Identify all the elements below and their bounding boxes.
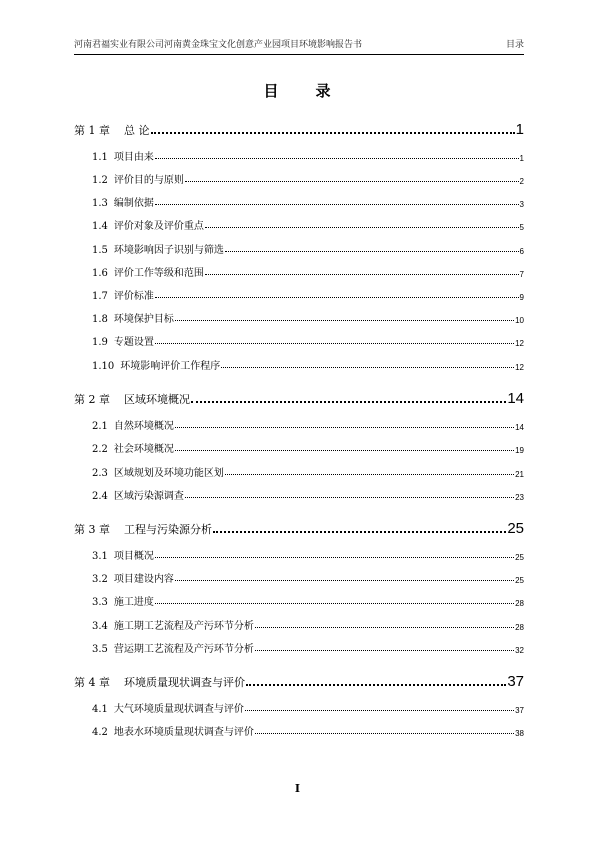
toc-section-entry[interactable]	[74, 333, 524, 348]
toc-entry-label: 编制依据	[113, 198, 154, 209]
toc-dot-leader	[225, 251, 519, 252]
toc-entry-label: 自然环境概况	[113, 421, 174, 432]
toc-entry-label: 环境影响评价工作程序	[120, 361, 221, 372]
toc-entry-number: 3.2	[92, 574, 108, 585]
toc-entry-label: 施工期工艺流程及产污环节分析	[113, 621, 254, 632]
toc-chapter-entry[interactable]	[74, 672, 524, 690]
toc-entry-number: 3.3	[92, 597, 108, 608]
toc-entry-number: 1.9	[92, 337, 108, 348]
page-header	[74, 38, 524, 55]
toc-entry-label: 评价目的与原则	[113, 175, 184, 186]
toc-entry-label: 大气环境质量现状调查与评价	[113, 704, 244, 715]
toc-entry-page: 9	[519, 293, 524, 302]
toc-entry-label: 区域环境概况	[124, 393, 190, 406]
toc-entry-number: 3.4	[92, 621, 108, 632]
toc-section-entry[interactable]	[74, 640, 524, 655]
header-section-name: 目录	[505, 40, 524, 50]
toc-entry-number: 2.1	[92, 421, 108, 432]
toc-entry-number: 3.1	[92, 551, 108, 562]
toc-chapter-entry[interactable]	[74, 389, 524, 407]
toc-entry-number: 1.5	[92, 245, 108, 256]
toc-entry-page: 12	[515, 363, 524, 372]
toc-entry-label: 营运期工艺流程及产污环节分析	[113, 644, 254, 655]
toc-dot-leader	[175, 427, 514, 428]
toc-dot-leader	[155, 343, 514, 344]
toc-entry-page: 3	[519, 200, 524, 209]
toc-entry-label: 地表水环境质量现状调查与评价	[113, 727, 254, 738]
toc-section-entry[interactable]	[74, 148, 524, 163]
toc-dot-leader	[155, 158, 519, 159]
toc-entry-page: 25	[515, 553, 524, 562]
toc-section-entry[interactable]	[74, 357, 524, 372]
toc-entry-page: 10	[515, 316, 524, 325]
toc-entry-label: 施工进度	[113, 597, 154, 608]
toc-entry-page: 25	[507, 520, 524, 537]
toc-chapter-entry[interactable]	[74, 120, 524, 138]
toc-entry-label: 环境质量现状调查与评价	[124, 676, 245, 689]
toc-chapter-entry[interactable]	[74, 519, 524, 537]
toc-dot-leader	[205, 274, 519, 275]
toc-dot-leader	[191, 401, 506, 403]
toc-dot-leader	[221, 367, 514, 368]
toc-section-entry[interactable]	[74, 217, 524, 232]
toc-entry-number: 第 3 章	[74, 523, 110, 536]
toc-entry-number: 1.10	[92, 361, 115, 372]
toc-entry-number: 第 4 章	[74, 676, 110, 689]
toc-entry-number: 4.2	[92, 727, 108, 738]
toc-section-entry[interactable]	[74, 723, 524, 738]
toc-entry-page: 1	[519, 154, 524, 163]
toc-entry-page: 6	[519, 247, 524, 256]
toc-dot-leader	[225, 474, 514, 475]
toc-section-entry[interactable]	[74, 171, 524, 186]
toc-entry-page: 32	[515, 646, 524, 655]
toc-entry-number: 1.3	[92, 198, 108, 209]
toc-dot-leader	[175, 580, 514, 581]
page-number: I	[294, 782, 301, 795]
toc-dot-leader	[255, 650, 514, 651]
toc-dot-leader	[155, 204, 519, 205]
header-document-title: 河南君福实业有限公司河南黄金珠宝文化创意产业园项目环境影响报告书	[74, 40, 363, 50]
toc-entry-number: 1.1	[92, 152, 108, 163]
toc-entry-label: 区域规划及环境功能区划	[113, 468, 224, 479]
toc-dot-leader	[151, 132, 515, 134]
toc-entry-label: 项目概况	[113, 551, 154, 562]
toc-entry-label: 项目建设内容	[113, 574, 174, 585]
toc-entry-number: 1.7	[92, 291, 108, 302]
toc-section-entry[interactable]	[74, 700, 524, 715]
toc-entry-number: 1.6	[92, 268, 108, 279]
toc-section-entry[interactable]	[74, 570, 524, 585]
toc-dot-leader	[155, 603, 514, 604]
toc-section-entry[interactable]	[74, 287, 524, 302]
toc-entry-number: 2.3	[92, 468, 108, 479]
toc-section-entry[interactable]	[74, 310, 524, 325]
toc-section-entry[interactable]	[74, 417, 524, 432]
toc-entry-page: 1	[515, 121, 524, 138]
toc-entry-number: 1.8	[92, 314, 108, 325]
toc-entry-label: 总 论	[124, 124, 150, 137]
toc-entry-page: 28	[515, 599, 524, 608]
toc-entry-label: 评价标准	[113, 291, 154, 302]
toc-section-entry[interactable]	[74, 547, 524, 562]
toc-entry-label: 评价工作等级和范围	[113, 268, 204, 279]
toc-title-part1: 目	[263, 82, 280, 100]
toc-entry-page: 37	[507, 673, 524, 690]
toc-entry-page: 14	[515, 423, 524, 432]
toc-entry-label: 社会环境概况	[113, 444, 174, 455]
toc-entry-number: 第 2 章	[74, 393, 110, 406]
toc-dot-leader	[155, 557, 514, 558]
toc-section-entry[interactable]	[74, 593, 524, 608]
toc-dot-leader	[155, 297, 519, 298]
toc-dot-leader	[255, 627, 514, 628]
toc-entry-label: 环境影响因子识别与筛选	[113, 245, 224, 256]
toc-entry-page: 23	[515, 493, 524, 502]
toc-dot-leader	[185, 497, 514, 498]
toc-entry-page: 12	[515, 339, 524, 348]
toc-entry-label: 专题设置	[113, 337, 154, 348]
toc-entry-label: 区域污染源调查	[113, 491, 184, 502]
toc-section-entry[interactable]	[74, 617, 524, 632]
toc-entry-page: 28	[515, 623, 524, 632]
toc-title-part2: 录	[315, 82, 332, 100]
toc-entry-label: 环境保护目标	[113, 314, 174, 325]
toc-section-entry[interactable]	[74, 487, 524, 502]
toc-entry-page: 37	[515, 706, 524, 715]
toc-entry-page: 7	[519, 270, 524, 279]
toc-dot-leader	[213, 531, 506, 533]
toc-entry-page: 21	[515, 470, 524, 479]
toc-section-entry[interactable]	[74, 264, 524, 279]
toc-entry-number: 1.2	[92, 175, 108, 186]
toc-entry-page: 5	[519, 223, 524, 232]
toc-entry-number: 1.4	[92, 221, 108, 232]
toc-entry-number: 第 1 章	[74, 124, 110, 137]
toc-entry-label: 项目由来	[113, 152, 154, 163]
toc-entry-label: 评价对象及评价重点	[113, 221, 204, 232]
toc-entry-number: 3.5	[92, 644, 108, 655]
toc-entry-page: 19	[515, 446, 524, 455]
toc-dot-leader	[246, 684, 506, 686]
toc-section-entry[interactable]	[74, 440, 524, 455]
toc-title	[0, 80, 595, 101]
toc-entry-number: 2.2	[92, 444, 108, 455]
toc-entry-number: 4.1	[92, 704, 108, 715]
toc-dot-leader	[175, 450, 514, 451]
toc-entry-page: 38	[515, 729, 524, 738]
toc-entry-label: 工程与污染源分析	[124, 523, 212, 536]
toc-dot-leader	[255, 733, 514, 734]
toc-dot-leader	[185, 181, 519, 182]
toc-dot-leader	[245, 710, 514, 711]
toc-dot-leader	[175, 320, 514, 321]
toc-entry-page: 25	[515, 576, 524, 585]
toc-dot-leader	[205, 227, 519, 228]
toc-section-entry[interactable]	[74, 241, 524, 256]
toc-entry-page: 14	[507, 390, 524, 407]
toc-entry-number: 2.4	[92, 491, 108, 502]
toc-section-entry[interactable]	[74, 194, 524, 209]
toc-entry-page: 2	[519, 177, 524, 186]
toc-section-entry[interactable]	[74, 464, 524, 479]
